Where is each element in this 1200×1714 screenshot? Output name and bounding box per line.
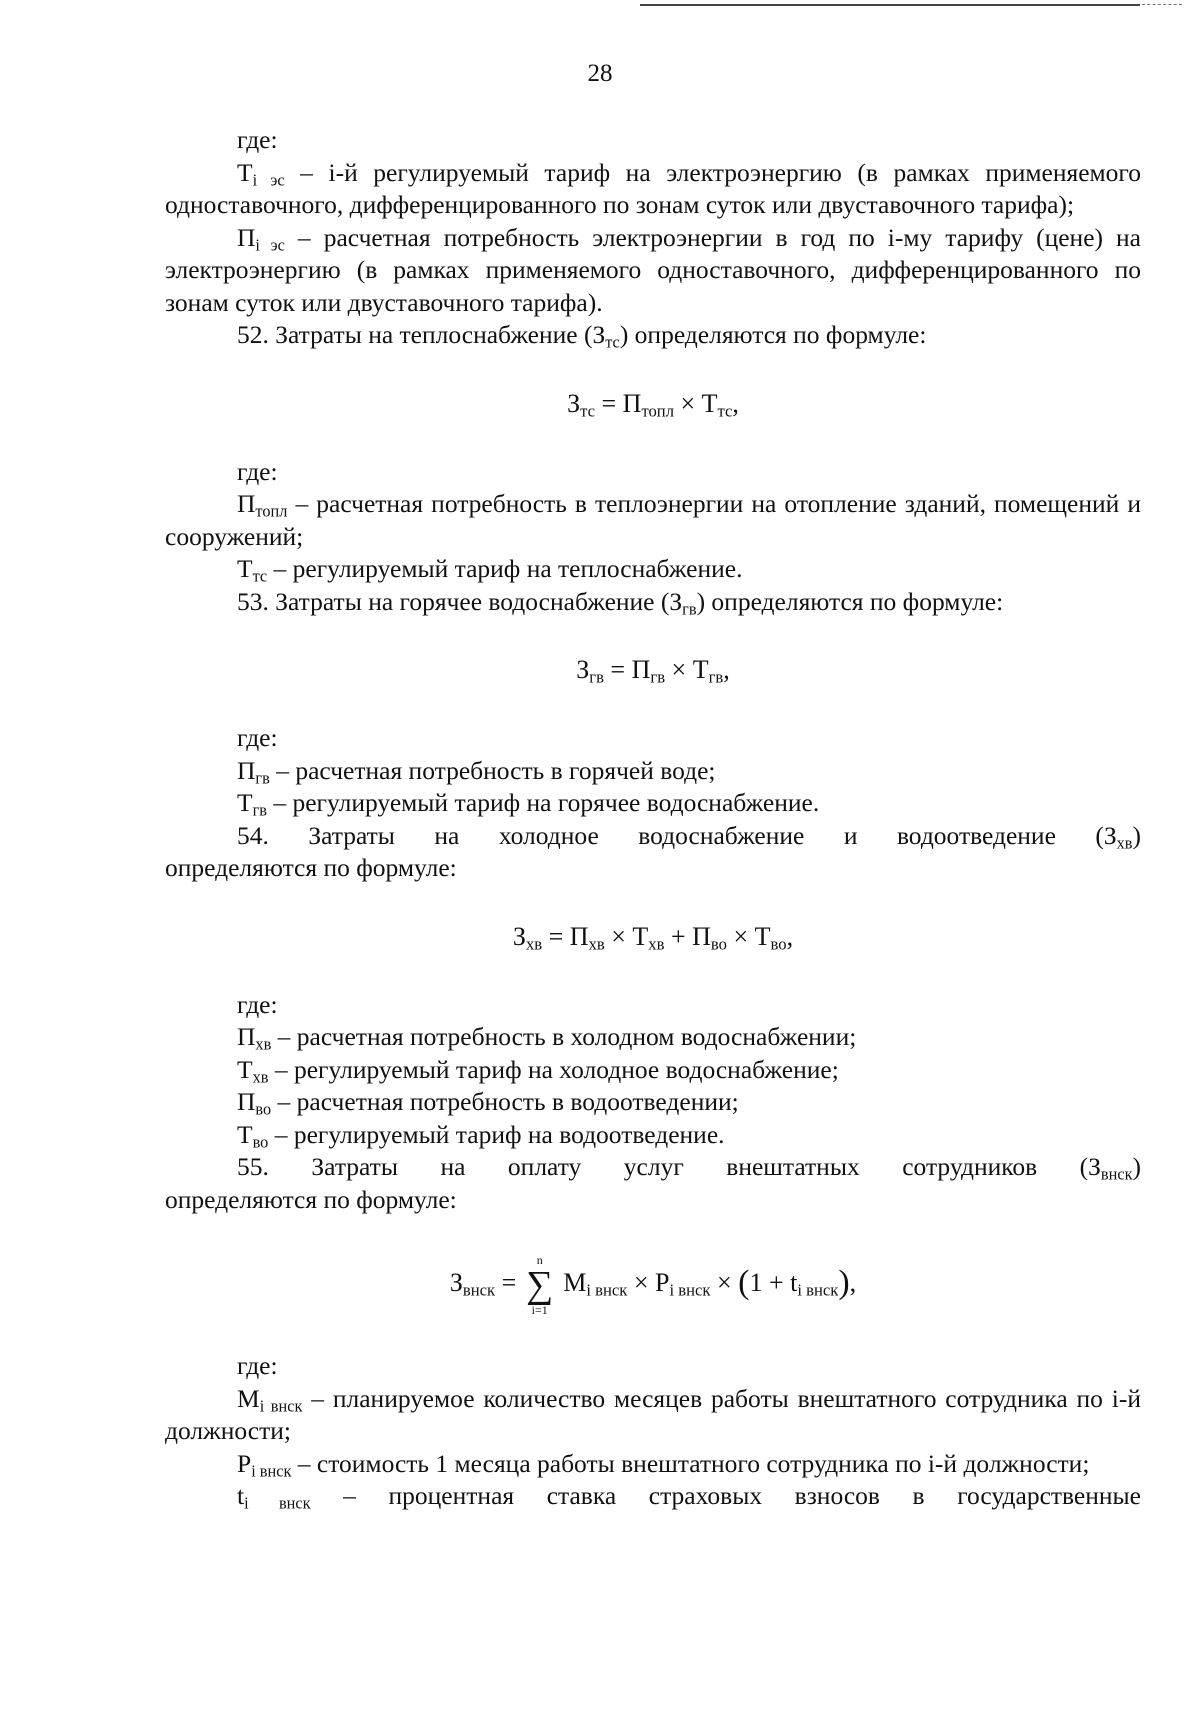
formula-54: $З_{хв} = П_{хв} \times Т_{хв} + П_{во} \times Т_{во}$, bbox=[512, 921, 794, 954]
section-55-heading-line1: 55. Затраты на оплату услуг внештатных сотрудников $(З_{внск})$ bbox=[237, 1152, 1141, 1184]
definition-t-i-es: $Т_{i эс} - i-й$ регулируемый тариф на электроэнергию (в рамках применяемого одноставочного, дифференцированного по зонам суток или двуставочного тарифа); bbox=[165, 157, 1142, 219]
where-label: где: bbox=[237, 1351, 278, 1380]
section-54-heading-line1: 54. Затраты на холодное водоснабжение и водоотведение $(З_{хв})$ bbox=[237, 820, 1141, 853]
page-number: 28 bbox=[587, 60, 613, 87]
section-54-heading-line2: определяются по формуле: bbox=[165, 853, 457, 882]
top-border-line-faded bbox=[1142, 4, 1182, 5]
definition-p-vo: $П_{во}$ – расчетная потребность в водоотведении; bbox=[237, 1087, 739, 1119]
document-body bbox=[165, 124, 1141, 1513]
definition-t-i-vnsk: $t_{i внск}$ – процентная ставка страховых взносов в государственные bbox=[237, 1481, 1141, 1513]
summation-sign: n ∑ i=1 bbox=[526, 1253, 554, 1317]
formula-52: $З_{тс} = П_{топл} \times Т_{тс}$, bbox=[567, 388, 739, 421]
section-53-heading: 53. Затраты на горячее водоснабжение $(З_{гв})$ определяются по формуле: bbox=[237, 586, 1004, 619]
formula-53: $З_{гв} = П_{гв} \times Т_{гв}$, bbox=[576, 655, 730, 687]
definition-t-hv: $Т_{хв}$ – регулируемый тариф на холодное водоснабжение; bbox=[237, 1054, 839, 1087]
definition-p-hv: $П_{хв}$ – расчетная потребность в холодном водоснабжении; bbox=[237, 1022, 857, 1054]
definition-p-topl: $П_{топл}$ – расчетная потребность в теплоэнергии на отопление зданий, помещений и сооружений; bbox=[165, 489, 1141, 551]
where-label: где: bbox=[237, 723, 278, 752]
where-label: где: bbox=[237, 125, 278, 154]
definition-m-i-vnsk: $М_{i внск}$ – планируемое количество месяцев работы внештатного сотрудника по i-й должности; bbox=[165, 1383, 1141, 1445]
top-border-line bbox=[640, 4, 1140, 6]
section-55-heading-line2: определяются по формуле: bbox=[165, 1184, 457, 1214]
definition-t-gv: $Т_{гв}$ – регулируемый тариф на горячее водоснабжение. bbox=[237, 788, 820, 820]
definition-t-vo: $Т_{во}$ – регулируемый тариф на водоотведение. bbox=[237, 1119, 725, 1152]
definition-p-i-es: $П_{i эс}$ – расчетная потребность электроэнергии в год по i-му тарифу (цене) на электроэнергию (в рамках применяемого одноставочного, дифференцированного по зонам суток или двуставочного тарифа). bbox=[165, 222, 1141, 317]
definition-t-ts: $Т_{тс}$ – регулируемый тариф на теплоснабжение. bbox=[237, 554, 743, 586]
definition-p-gv: $П_{гв}$ – расчетная потребность в горячей воде; bbox=[237, 755, 716, 788]
formula-55: $З_{внск}$ = n ∑ i=1 $M_{i внск} \times P_{i внск} \times (1 + t_{i внск})$, bbox=[449, 1253, 857, 1317]
definition-r-i-vnsk: $Р_{i внск}$ – стоимость 1 месяца работы внештатного сотрудника по i-й должности; bbox=[237, 1448, 1090, 1481]
section-52-heading: 52. Затраты на теплоснабжение $(З_{тс})$ определяются по формуле: bbox=[237, 320, 927, 352]
where-label: где: bbox=[237, 989, 278, 1019]
where-label: где: bbox=[237, 456, 278, 486]
